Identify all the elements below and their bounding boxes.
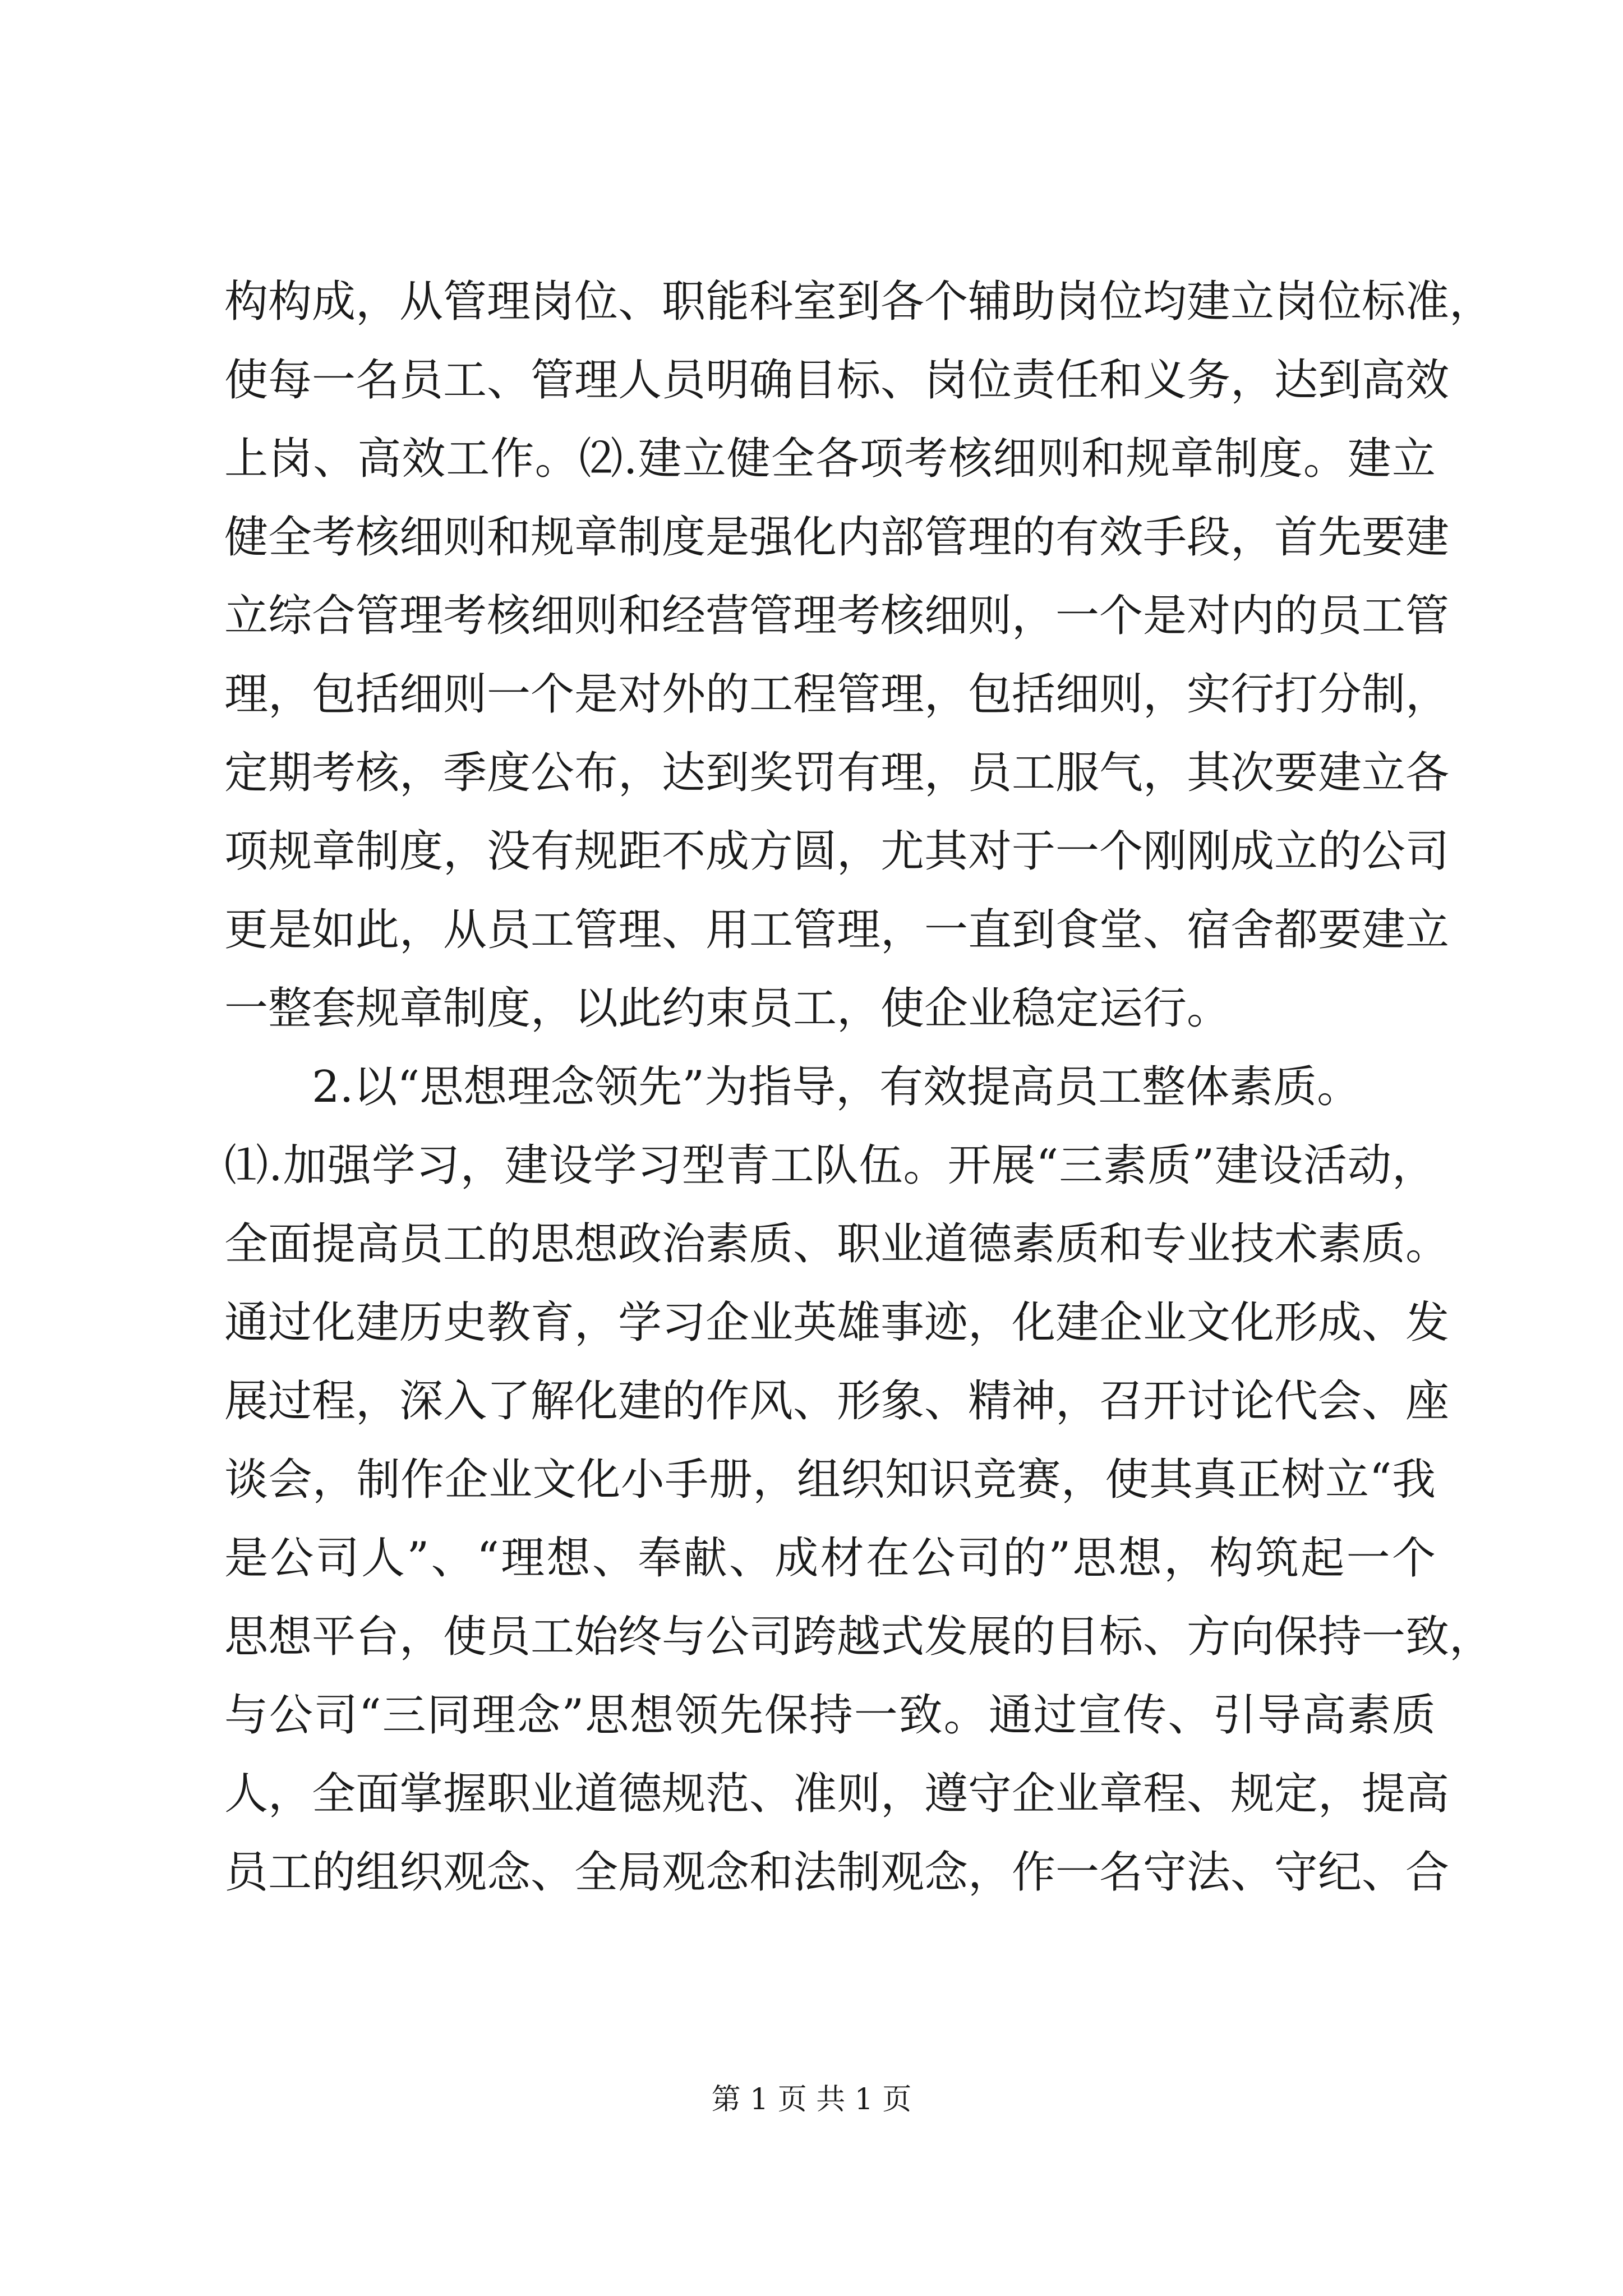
document-body [224, 263, 1493, 1912]
text-line: 定期考核，季度公布，达到奖罚有理，员工服气，其次要建立各 [224, 748, 1450, 798]
text-line: 使每一名员工、管理人员明确目标、岗位责任和义务，达到高效 [224, 355, 1450, 406]
text-line: 理，包括细则一个是对外的工程管理，包括细则，实行打分制， [224, 669, 1450, 720]
text-line: 通过化建历史教育，学习企业英雄事迹，化建企业文化形成、发 [224, 1297, 1450, 1348]
text-line: 构构成，从管理岗位、职能科室到各个辅助岗位均建立岗位标准， [224, 277, 1493, 327]
text-line: 立综合管理考核细则和经营管理考核细则，一个是对内的员工管 [224, 591, 1450, 641]
text-line: 思想平台，使员工始终与公司跨越式发展的目标、方向保持一致， [224, 1612, 1493, 1662]
text-line: 上岗、高效工作。⑵.建立健全各项考核细则和规章制度。建立 [224, 434, 1436, 484]
text-line: 健全考核细则和规章制度是强化内部管理的有效手段，首先要建 [224, 512, 1450, 563]
section-heading: 2.以“思想理念领先”为指导，有效提高员工整体素质。 [312, 1062, 1361, 1112]
page-number: 第 1 页 共 1 页 [711, 2083, 912, 2116]
text-line: 是公司人”、“理想、奉献、成材在公司的”思想，构筑起一个 [224, 1533, 1436, 1584]
page-footer [0, 2076, 1623, 2118]
text-line: 人，全面掌握职业道德规范、准则，遵守企业章程、规定，提高 [224, 1769, 1450, 1819]
text-line: 一整套规章制度，以此约束员工，使企业稳定运行。 [224, 983, 1231, 1034]
text-line: 更是如此，从员工管理、用工管理，一直到食堂、宿舍都要建立 [224, 905, 1450, 955]
text-line: 全面提高员工的思想政治素质、职业道德素质和专业技术素质。 [224, 1219, 1450, 1269]
text-line: 员工的组织观念、全局观念和法制观念，作一名守法、守纪、合 [224, 1847, 1450, 1898]
text-line: 展过程，深入了解化建的作风、形象、精神，召开讨论代会、座 [224, 1376, 1450, 1427]
text-line: 谈会，制作企业文化小手册，组织知识竞赛，使其真正树立“我 [224, 1455, 1436, 1505]
text-line: ⑴.加强学习，建设学习型青工队伍。开展“三素质”建设活动， [224, 1140, 1436, 1191]
text-line: 与公司“三同理念”思想领先保持一致。通过宣传、引导高素质 [224, 1690, 1436, 1741]
text-line: 项规章制度，没有规距不成方圆，尤其对于一个刚刚成立的公司 [224, 826, 1450, 877]
